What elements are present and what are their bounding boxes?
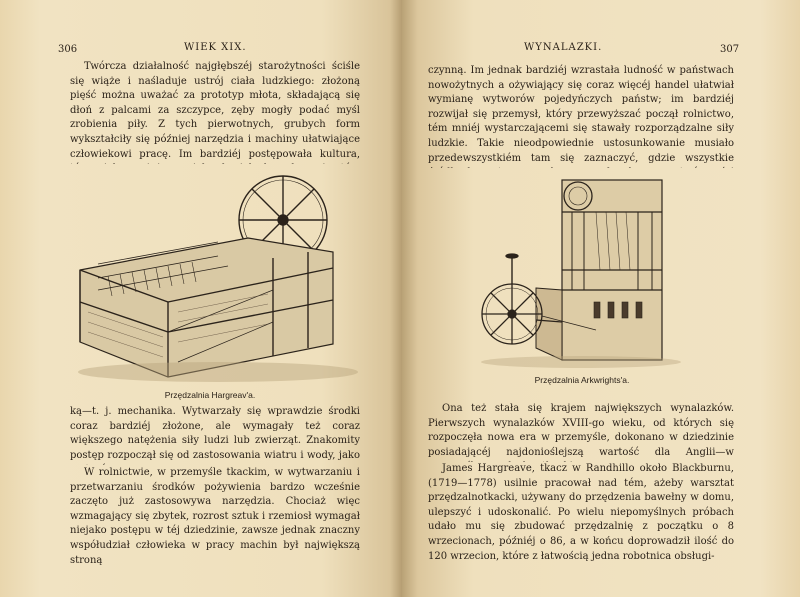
arkwright-spinning-frame-illustration [476, 170, 686, 370]
left-figure-caption: Przędzalnia Hargreav'a. [164, 390, 256, 400]
right-figure-caption: Przędzalnia Arkwrights'a. [534, 375, 630, 385]
right-paragraph-1: czynną. Im jednak bardziéj wzrastała ludność w państwach nowożytnych a ożywiający się coraz więcéj handel ułatwiał wymianę wytworów pojedyńczych państw; im bardziéj rozwijał się przemysł, który przewyższać począł rolnictwo, tém mniéj wystarczającemi się stawały rozporządzalne siły ludzkie. Takie nieodpowiednie ustosunkowanie musiało przedewszystkiém tam się zaznaczyć, gdzie wszystkie [428, 65, 734, 164]
right-page-number: 307 [720, 44, 740, 55]
left-paragraph-3: W rolnictwie, w przemyśle tkackim, w wytwarzaniu i przetwarzaniu środków pożywienia bardzo wcześnie zaczęto już zastosowywa narzędzia. Chociaż więc wzmagający się zbytek, rozrost sztuk i rzemiosł wymagał niejako postępu w téj dziedzinie, zawsze jednak znaczny współudział człowieka w pracy machin był największą stroną [70, 467, 360, 566]
hargreaves-spinning-jenny-illustration [68, 172, 358, 384]
left-paragraph-2: ką—t. j. mechanika. Wytwarzały się wprawdzie środki coraz bardziéj złożone, ale wymagały też coraz większego natężenia siły ludzi lub zwierząt. Znakomity postęp rozpoczął się od zastosowania wiatru i wody, jako [70, 406, 360, 461]
right-page [402, 0, 800, 597]
right-running-head: WYNALAZKI. [524, 42, 603, 53]
right-paragraph-2: Ona też stała się krajem największych wynalazków. Pierwszych wynalazków XVIII-go wieku, od których się rozpoczęła nowa era w przemyśle, dokonano w dziedzinie posiadającéj najdonioślejszą wartość dla Anglii—w [428, 403, 734, 458]
left-running-head: WIEK XIX. [184, 42, 247, 53]
left-paragraph-1: Twórcza działalność najgłębszéj starożytności ściśle się wiąże i naśladuje ustrój ciała ludzkiego: złożoną pięść można uważać za prototyp młota, składającą się dłoń z palcami za szczypce, zęby mogły podać myśl zrobienia piły. Z tych pierwotnych, grubych form wykształciły się później narzędzia i machiny ułatwiające człowiekowi pracę. Im bardziéj postępowała kultura, [70, 61, 360, 160]
right-paragraph-3: James Hargreave, tkacz w Randhillo około Blackburnu, (1719—1778) usilnie pracował nad tém, ażeby warsztat przędzalnotkacki, używany do przędzenia bawełny w domu, ulepszyć i udoskonalić. Po wielu niepomyślnych próbach udało mu się zbudować przędzalnię z początku o 8 wrzecionach, późniéj o 86, a w końcu doprowadził ilość do 120 wrzecion, które z łatwością jedna robotnica obsługi- [428, 463, 734, 562]
left-page-number: 306 [58, 44, 78, 55]
